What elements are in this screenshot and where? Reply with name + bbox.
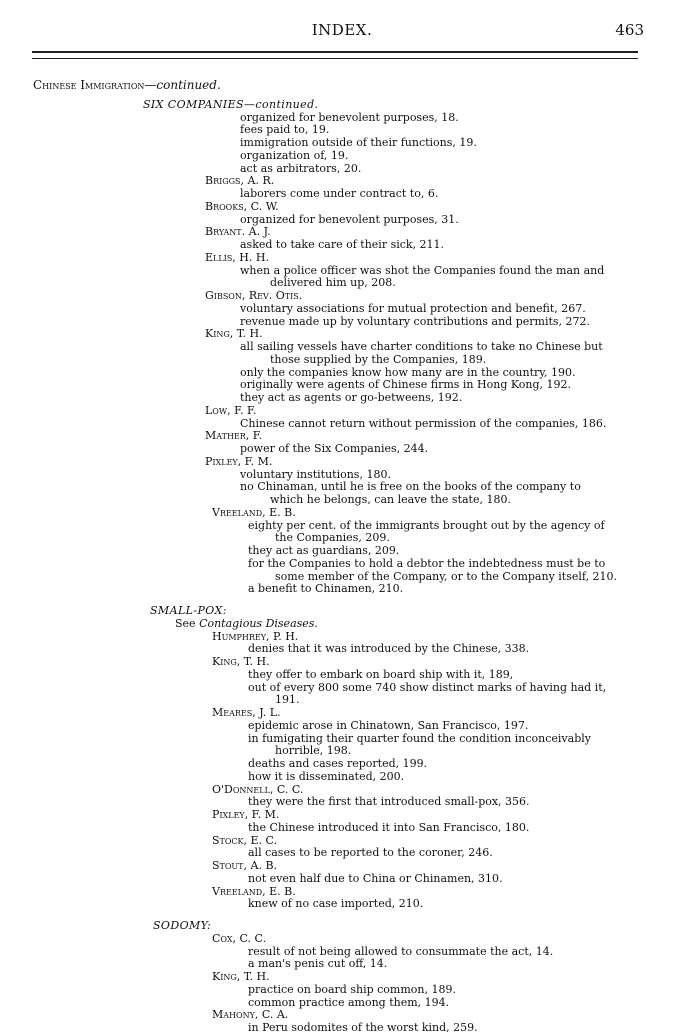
index-entry: they offer to embark on board ship with it, 189, xyxy=(248,667,514,681)
page-number: 463 xyxy=(615,21,644,39)
index-entry: denies that it was introduced by the Chinese, 338. xyxy=(248,642,530,656)
index-entry: no Chinaman, until he is free on the books of the company to xyxy=(240,480,581,494)
witness-name: Low, F. F. xyxy=(205,403,257,417)
index-entry: result of not being allowed to consummate the act, 14. xyxy=(248,944,554,958)
witness-name: Pixley, F. M. xyxy=(205,454,273,468)
index-entry: in Peru sodomites of the worst kind, 259. xyxy=(248,1021,478,1034)
index-entry: they act as agents or go-betweens, 192. xyxy=(240,391,463,404)
index-entry: organization of, 19. xyxy=(240,148,349,162)
witness-name: Humphrey, P. H. xyxy=(212,629,299,643)
witness-name: Mather, F. xyxy=(205,429,263,443)
running-head xyxy=(0,21,684,41)
index-entry-continuation: some member of the Company, or to the Company itself, 210. xyxy=(275,569,618,583)
witness-name: King, T. H. xyxy=(212,970,270,983)
index-entry: immigration outside of their functions, 19. xyxy=(240,136,477,149)
index-entry: organized for benevolent purposes, 31. xyxy=(240,212,459,226)
index-entry: the Chinese introduced it into San Francisco, 180. xyxy=(248,820,530,834)
index-entry: eighty per cent. of the immigrants brought out by the agency of xyxy=(248,518,605,532)
index-entry: voluntary associations for mutual protection and benefit, 267. xyxy=(240,301,586,315)
index-entry: common practice among them, 194. xyxy=(248,995,450,1009)
header-rule-top xyxy=(32,51,638,53)
index-entry: not even half due to China or Chinamen, 310. xyxy=(248,871,503,885)
index-entry: a man's penis cut off, 14. xyxy=(248,957,388,971)
index-entry: organized for benevolent purposes, 18. xyxy=(240,110,459,124)
subheading-sodomy: SODOMY: xyxy=(153,919,212,932)
index-entry: practice on board ship common, 189. xyxy=(248,982,456,996)
witness-name: King, T. H. xyxy=(205,327,263,341)
index-entry-continuation: delivered him up, 208. xyxy=(270,276,396,290)
index-entry: voluntary institutions, 180. xyxy=(240,467,391,481)
witness-name: Stock, E. C. xyxy=(212,833,278,847)
index-entry-continuation: horrible, 198. xyxy=(275,744,352,758)
witness-name: Cox, C. C. xyxy=(212,931,267,945)
witness-name: King, T. H. xyxy=(212,655,270,668)
index-entry: for the Companies to hold a debtor the indebtedness must be to xyxy=(248,556,606,570)
index-entry: Chinese cannot return without permission of the companies, 186. xyxy=(240,416,607,430)
index-entry: revenue made up by voluntary contributions and permits, 272. xyxy=(240,314,591,328)
index-entry: epidemic arose in Chinatown, San Francisco, 197. xyxy=(248,718,529,732)
index-entry: act as arbitrators, 20. xyxy=(240,161,362,175)
witness-name: Briggs, A. R. xyxy=(205,174,275,188)
witness-name: Pixley, F. M. xyxy=(212,808,280,821)
index-entry: originally were agents of Chinese firms in Hong Kong, 192. xyxy=(240,378,572,392)
index-entry: all cases to be reported to the coroner, 246. xyxy=(248,846,493,860)
index-entry-continuation: 191. xyxy=(275,693,300,707)
index-entry: fees paid to, 19. xyxy=(240,123,330,137)
index-entry: in fumigating their quarter found the condition inconceivably xyxy=(248,731,591,745)
index-entry-continuation: those supplied by the Companies, 189. xyxy=(270,352,487,366)
see-reference: See Contagious Diseases. xyxy=(175,616,318,630)
index-body xyxy=(0,79,684,1035)
subheading-six-companies: SIX COMPANIES—continued. xyxy=(143,97,319,111)
index-entry: laborers come under contract to, 6. xyxy=(240,187,439,200)
header-rule-bottom xyxy=(32,58,638,59)
index-entry: deaths and cases reported, 199. xyxy=(248,757,428,770)
witness-name: Vreeland, E. B. xyxy=(212,505,296,519)
index-entry: how it is disseminated, 200. xyxy=(248,769,405,783)
index-entry-continuation: the Companies, 209. xyxy=(275,531,390,545)
witness-name: O'Donnell, C. C. xyxy=(212,782,304,796)
index-entry: only the companies know how many are in the country, 190. xyxy=(240,365,576,379)
index-entry: they act as guardians, 209. xyxy=(248,544,400,557)
index-entry: out of every 800 some 740 show distinct marks of having had it, xyxy=(248,680,607,694)
witness-name: Ellis, H. H. xyxy=(205,250,269,264)
index-entry: all sailing vessels have charter conditions to take no Chinese but xyxy=(240,340,603,353)
witness-name: Bryant. A. J. xyxy=(205,225,271,239)
witness-name: Mahony, C. A. xyxy=(212,1008,289,1022)
index-entry: power of the Six Companies, 244. xyxy=(240,442,429,455)
page-title: INDEX. xyxy=(311,21,373,39)
witness-name: Meares, J. L. xyxy=(212,706,281,719)
index-entry: a benefit to Chinamen, 210. xyxy=(248,582,404,596)
witness-name: Gibson, Rev. Otis. xyxy=(205,289,303,302)
index-entry: asked to take care of their sick, 211. xyxy=(240,238,445,251)
index-entry: knew of no case imported, 210. xyxy=(248,897,424,911)
index-entry: they were the first that introduced small-pox, 356. xyxy=(248,795,530,809)
witness-name: Brooks, C. W. xyxy=(205,199,279,213)
witness-name: Stout, A. B. xyxy=(212,859,278,872)
main-heading: Chinese Immigration—continued. xyxy=(33,78,221,92)
subheading-small-pox: SMALL-POX: xyxy=(150,604,227,617)
index-entry: when a police officer was shot the Companies found the man and xyxy=(240,263,605,277)
witness-name: Vreeland, E. B. xyxy=(212,884,296,898)
index-entry-continuation: which he belongs, can leave the state, 180. xyxy=(270,493,511,506)
